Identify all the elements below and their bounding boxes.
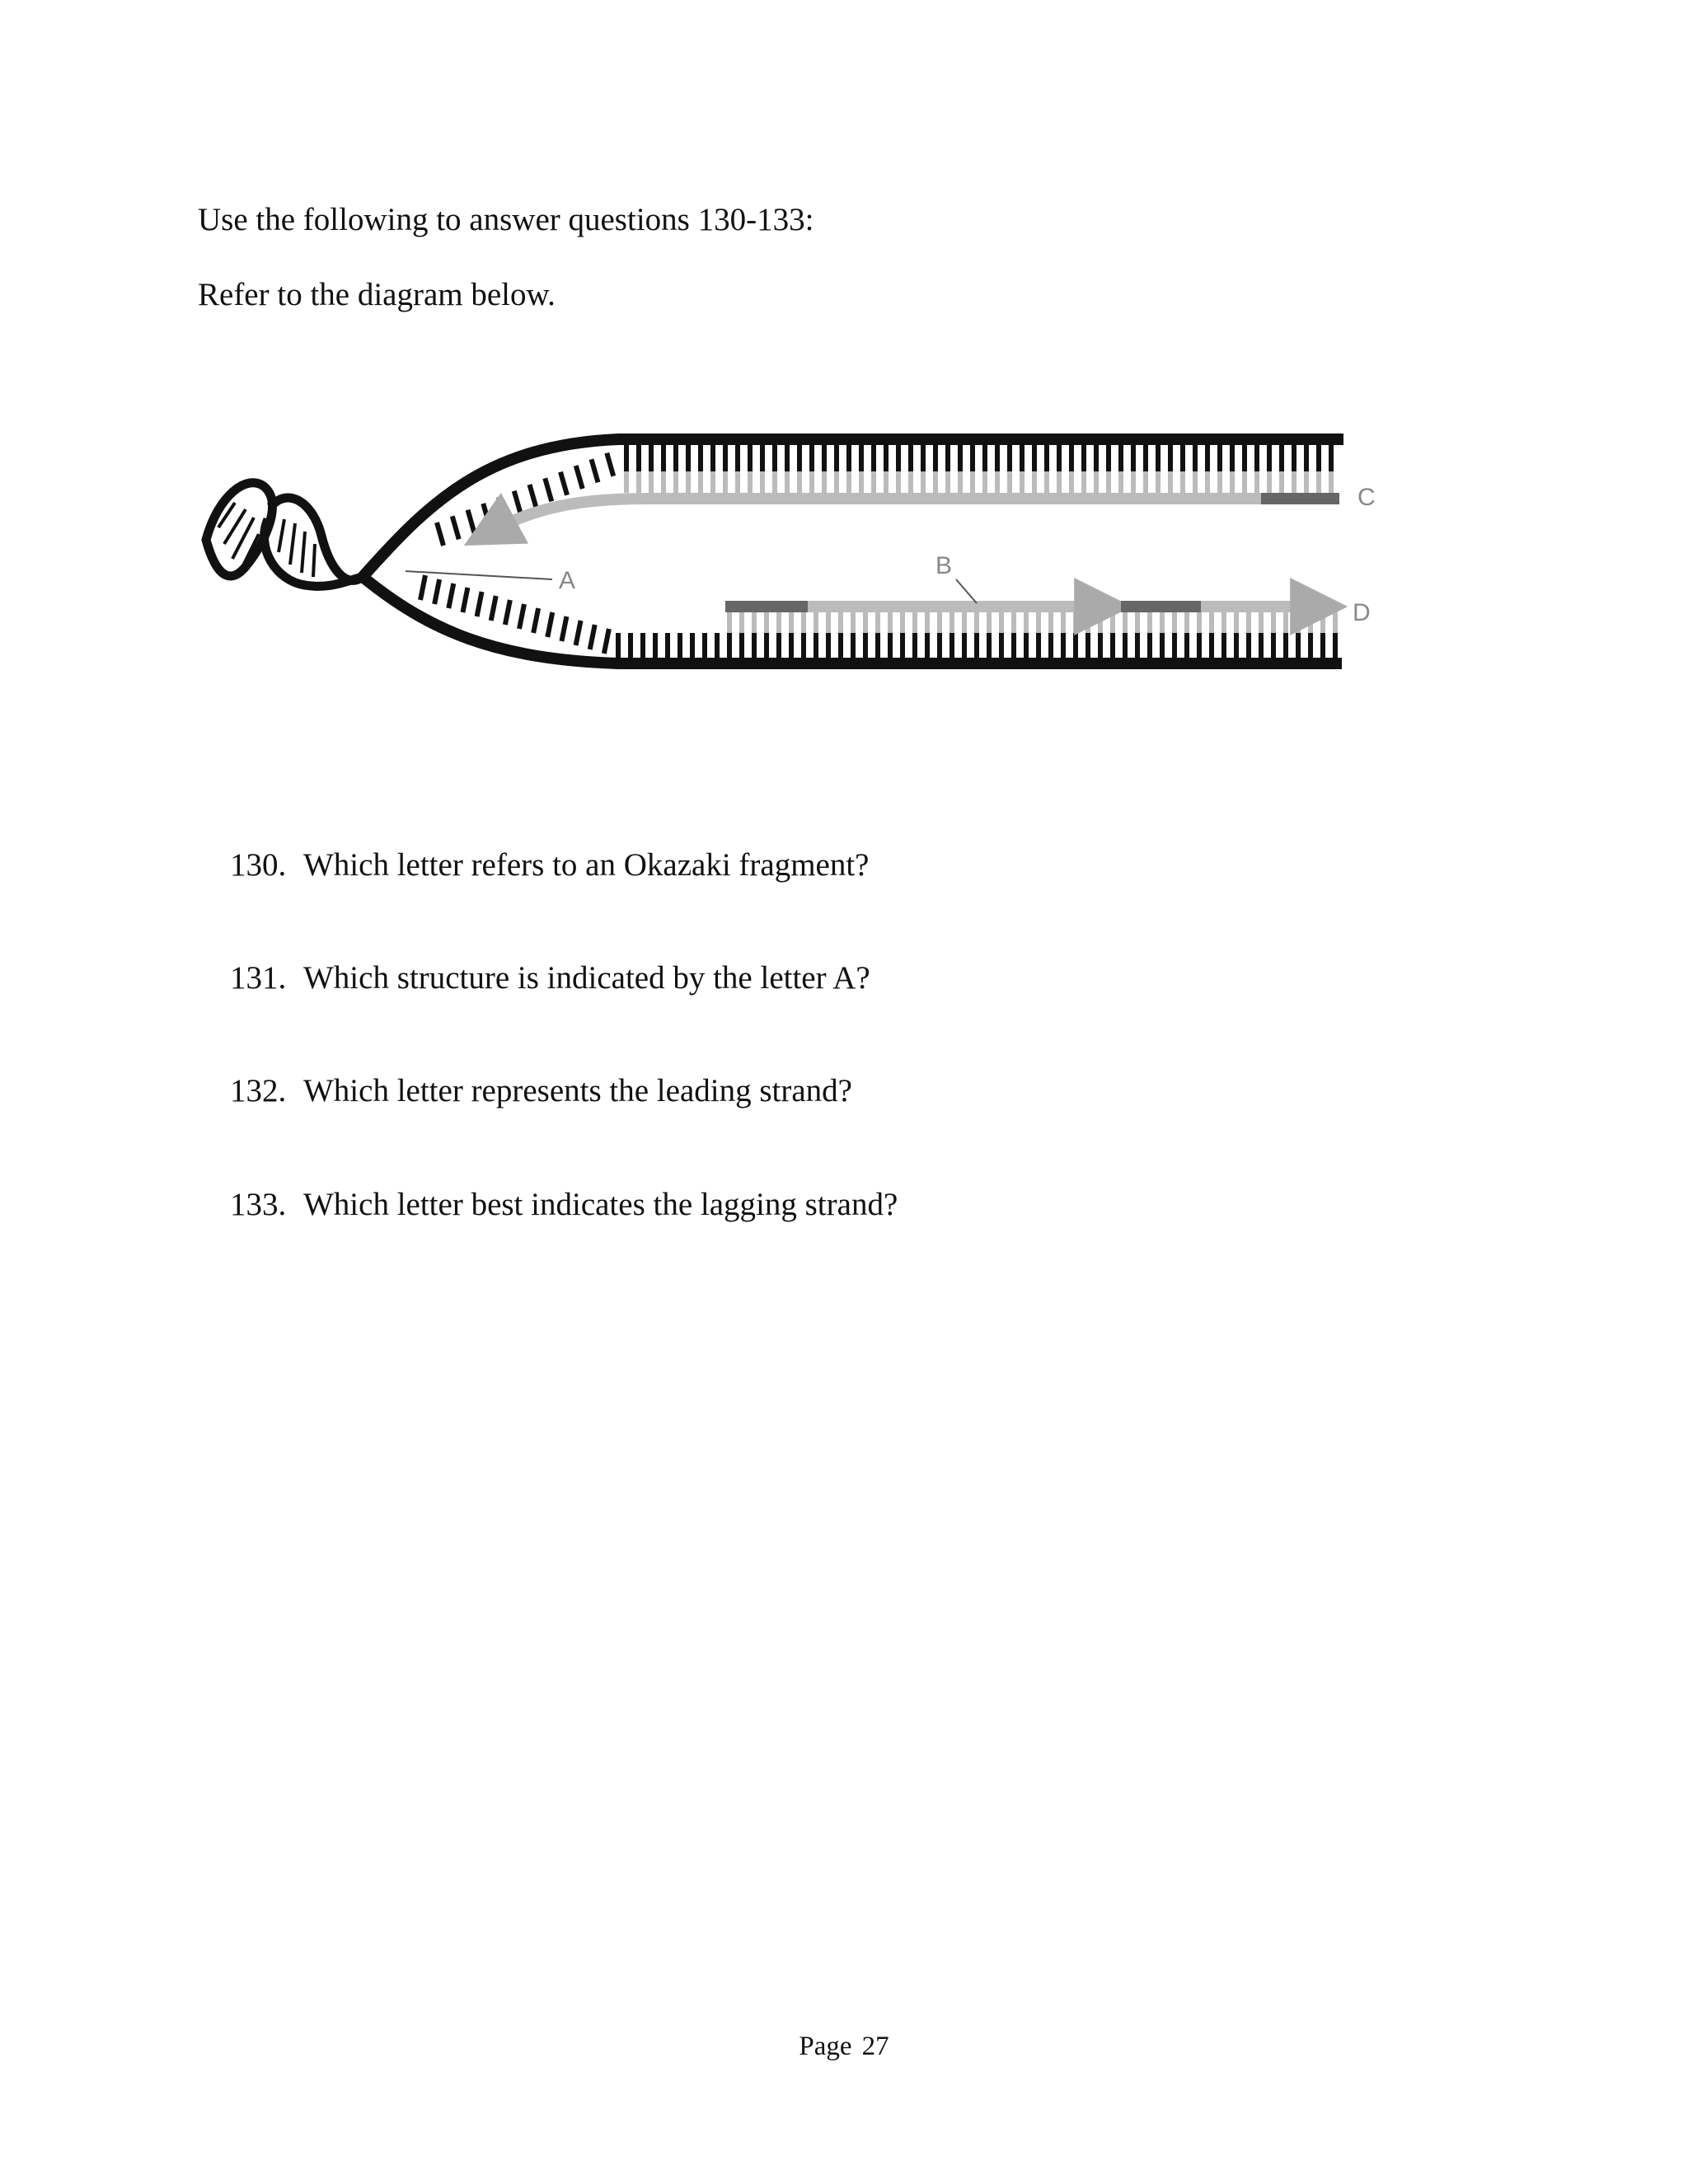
page-label: Page bbox=[799, 2032, 852, 2061]
page-number: 27 bbox=[861, 2032, 889, 2061]
base-pair-rung bbox=[420, 575, 425, 600]
base-pair-rung bbox=[477, 592, 482, 616]
question-number: 131. bbox=[230, 960, 287, 996]
dna-replication-figure bbox=[190, 412, 1409, 692]
base-pair-rung bbox=[505, 600, 510, 625]
dna-replication-diagram bbox=[190, 412, 1409, 692]
base-pair-rung bbox=[590, 625, 595, 649]
label-c: C bbox=[1357, 484, 1376, 511]
question-text: Which letter refers to an Okazaki fragment? bbox=[303, 847, 870, 883]
label-b-leader bbox=[956, 579, 977, 603]
label-d: D bbox=[1353, 599, 1371, 626]
base-pair-rung bbox=[514, 491, 521, 514]
base-pair-rung bbox=[519, 604, 524, 629]
base-pair-rung bbox=[576, 466, 583, 489]
base-pair-rung bbox=[607, 453, 613, 476]
base-pair-rung bbox=[499, 497, 505, 520]
refer-text: Refer to the diagram below. bbox=[198, 277, 556, 312]
base-pair-rung bbox=[452, 516, 459, 539]
page-footer bbox=[0, 2033, 1688, 2060]
label-a: A bbox=[559, 567, 576, 594]
intro-text: Use the following to answer questions 130-133: bbox=[198, 202, 814, 237]
question-132 bbox=[230, 1075, 852, 1107]
base-pair-rung bbox=[545, 478, 551, 501]
question-number: 133. bbox=[230, 1187, 287, 1222]
question-number: 132. bbox=[230, 1073, 287, 1108]
question-text: Which letter represents the leading strand? bbox=[303, 1073, 852, 1108]
primer-fragment-2 bbox=[1121, 601, 1201, 612]
base-pair-rung bbox=[592, 459, 598, 482]
primer-fragment-1 bbox=[725, 601, 808, 612]
label-a-leader bbox=[406, 571, 552, 579]
question-number: 130. bbox=[230, 847, 287, 883]
double-helix bbox=[206, 483, 363, 587]
base-pair-rung bbox=[462, 588, 467, 612]
base-pair-rung bbox=[437, 523, 443, 546]
base-pair-rung bbox=[604, 629, 609, 654]
question-text: Which structure is indicated by the letter A? bbox=[303, 960, 870, 996]
base-pair-rung bbox=[533, 608, 538, 633]
base-pair-rung bbox=[491, 596, 496, 621]
top-new-base-pairs bbox=[626, 471, 1331, 493]
question-text: Which letter best indicates the lagging strand? bbox=[303, 1187, 898, 1222]
bottom-new-base-pairs bbox=[729, 612, 1335, 633]
question-130 bbox=[230, 849, 869, 881]
question-133 bbox=[230, 1188, 898, 1221]
base-pair-rung bbox=[547, 612, 552, 637]
leading-strand-arrow bbox=[482, 499, 1261, 536]
label-b: B bbox=[935, 552, 953, 579]
base-pair-rung bbox=[530, 485, 537, 508]
base-pair-rung bbox=[560, 472, 567, 495]
base-pair-rung bbox=[434, 579, 439, 604]
primer-c bbox=[1261, 493, 1339, 504]
base-pair-rung bbox=[576, 621, 581, 645]
base-pair-rung bbox=[448, 583, 453, 608]
base-pair-rung bbox=[468, 510, 475, 533]
base-pair-rung bbox=[483, 504, 490, 527]
base-pair-rung bbox=[561, 616, 566, 641]
question-131 bbox=[230, 962, 870, 994]
